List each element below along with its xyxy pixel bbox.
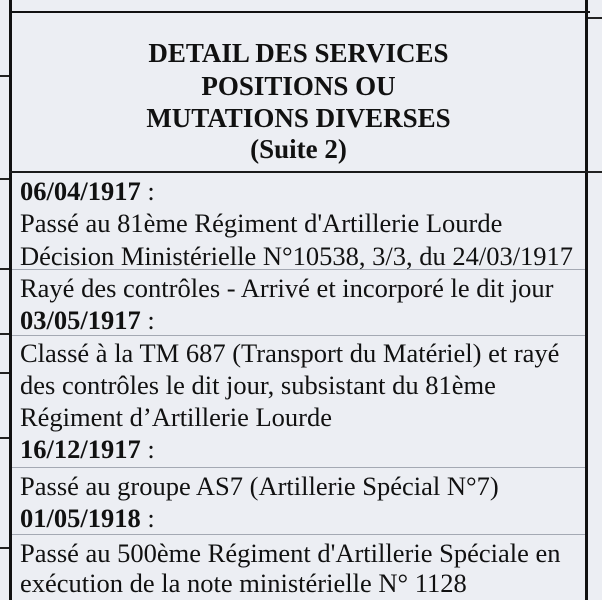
entry-text-line: Décision Ministérielle N°10538, 3/3, du 24/03/1917	[20, 241, 574, 271]
margin-tick	[0, 333, 9, 335]
header-subtitle: (Suite 2)	[250, 134, 347, 164]
entry-text-line: des contrôles le dit jour, subsistant du 81ème	[20, 370, 496, 400]
ruled-line	[12, 534, 585, 535]
entry-text-line: Passé au groupe AS7 (Artillerie Spécial N°7)	[20, 471, 499, 501]
margin-tick	[0, 178, 9, 180]
entry-date: 16/12/1917	[20, 434, 141, 464]
entry-separator: :	[147, 503, 155, 533]
entry-date: 06/04/1917	[20, 176, 141, 206]
top-border	[9, 11, 590, 13]
entry-text-line: Rayé des contrôles - Arrivé et incorporé le dit jour	[20, 273, 554, 303]
margin-tick	[0, 75, 9, 77]
entry-separator: :	[147, 434, 155, 464]
entry-date-line	[20, 434, 155, 464]
margin-tick	[0, 268, 9, 270]
header-line: DETAIL DES SERVICES	[148, 38, 449, 68]
margin-tick	[0, 547, 9, 549]
entry-separator: :	[147, 305, 155, 335]
entry-text-line: Régiment d’Artillerie Lourde	[20, 402, 333, 432]
entry-date-line	[20, 176, 155, 206]
entry-separator: :	[147, 176, 155, 206]
entry-text-line: exécution de la note ministérielle N° 1128	[20, 568, 467, 598]
header-line: MUTATIONS DIVERSES	[146, 103, 451, 133]
margin-tick	[0, 437, 9, 439]
entry-date: 03/05/1917	[20, 305, 141, 335]
header-divider	[9, 171, 588, 173]
margin-tick	[588, 17, 602, 19]
entry-date: 01/05/1918	[20, 503, 141, 533]
margin-tick	[0, 372, 9, 374]
entry-date-line	[20, 305, 155, 335]
header-line: POSITIONS OU	[201, 71, 396, 101]
entry-date-line	[20, 503, 155, 533]
ruled-line	[12, 467, 585, 468]
entry-text-line: Passé au 500ème Régiment d'Artillerie Spéciale en	[20, 538, 561, 568]
margin-tick	[588, 171, 602, 173]
entry-text-line: Classé à la TM 687 (Transport du Matériel) et rayé	[20, 338, 560, 368]
entry-text-line: Passé au 81ème Régiment d'Artillerie Lourde	[20, 208, 503, 238]
right-border	[585, 0, 588, 600]
ruled-line	[12, 335, 585, 336]
